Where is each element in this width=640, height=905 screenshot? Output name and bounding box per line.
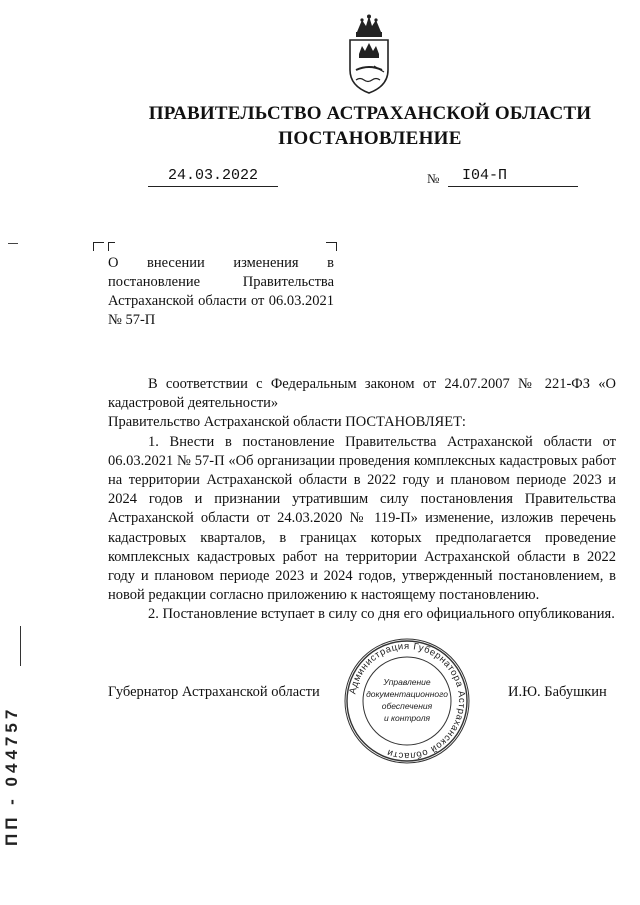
- document-date: 24.03.2022: [148, 167, 278, 187]
- document-subject: О внесении изменения в постановление Правительства Астраханской области от 06.03.2021 № 57-П: [108, 255, 334, 328]
- document-body: [108, 375, 616, 625]
- document-type: ПОСТАНОВЛЕНИЕ: [278, 128, 462, 149]
- subject-corner-mark: [108, 242, 115, 251]
- subject-corner-mark: [93, 242, 104, 251]
- margin-line: [20, 626, 21, 666]
- resolves-paragraph: Правительство Астраханской области ПОСТАНОВЛЯЕТ:: [108, 414, 466, 431]
- official-stamp: [343, 637, 471, 765]
- preamble-paragraph: В соответствии с Федеральным законом от 24.07.2007 № 221-ФЗ «О кадастровой деятельности»: [108, 376, 616, 412]
- item-2-paragraph: 2. Постановление вступает в силу со дня его официального опубликования.: [148, 606, 615, 623]
- document-number: I04-П: [448, 167, 578, 187]
- stamp-inner-line: обеспечения: [381, 701, 433, 711]
- stamp-inner-line: и контроля: [383, 713, 431, 723]
- stamp-inner-line: документационного: [366, 689, 448, 699]
- subject-corner-mark: [326, 242, 337, 251]
- number-sign: №: [427, 171, 440, 186]
- stamp-inner-line: Управление: [383, 677, 431, 687]
- form-serial-number: ПП - 044757: [2, 705, 21, 846]
- astrakhan-coat-of-arms-icon: [344, 14, 394, 96]
- signer-name: И.Ю. Бабушкин: [508, 684, 607, 700]
- signer-position: Губернатор Астраханской области: [108, 684, 320, 700]
- government-title: ПРАВИТЕЛЬСТВО АСТРАХАНСКОЙ ОБЛАСТИ: [148, 103, 592, 124]
- fold-mark: [8, 243, 18, 244]
- item-1-paragraph: 1. Внести в постановление Правительства Астраханской области от 06.03.2021 № 57-П «Об организации проведения комплексных кадастровых работ на территории Астраханской области в 2022 году и плановом периоде 2023 и 2024 годов и признании утратившим силу постановления Правительства Астраханской области от 24.03.2020 № 119-П» изменение, изложив перечень кадастровых кварталов, в границах которых предполагается проведение комплексных кадастровых работ на территории Астраханской области в 2022 году и плановом периоде 2023 и 2024 годов, утвержденный постановлением, в новой редакции согласно приложению к настоящему постановлению.: [108, 433, 616, 604]
- stamp-outer-text: Администрация Губернатора Астраханской области: [347, 640, 468, 762]
